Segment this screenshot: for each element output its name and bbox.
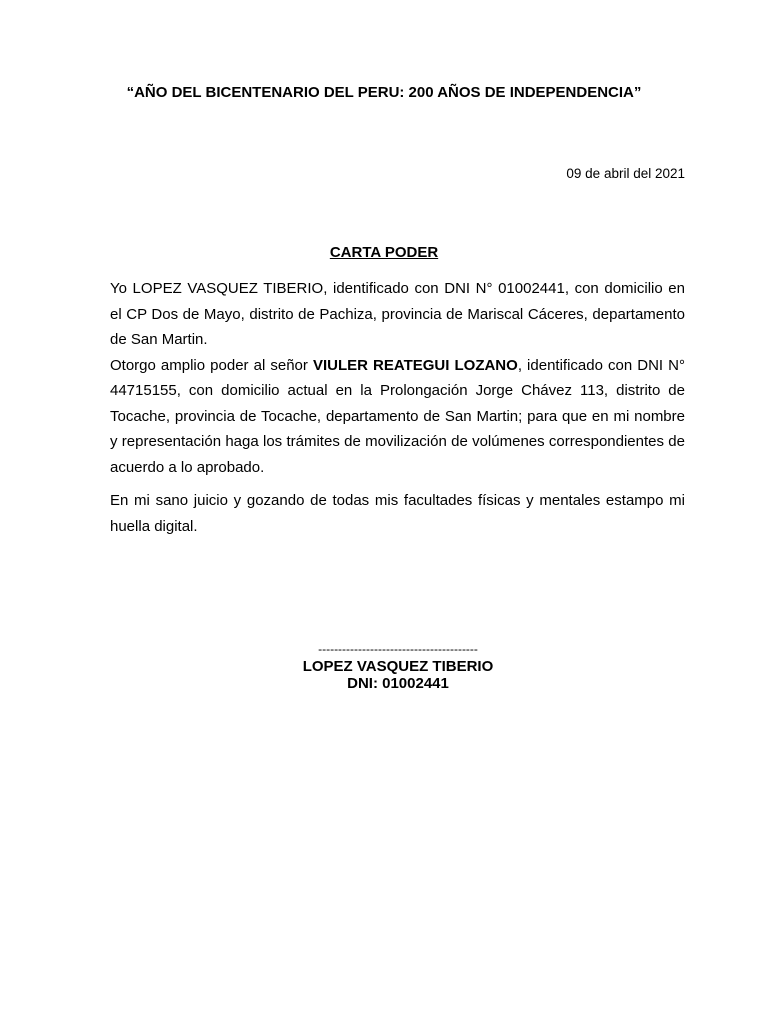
signature-dni: DNI: 01002441 <box>347 675 449 692</box>
signature-name: LOPEZ VASQUEZ TIBERIO <box>302 658 494 675</box>
letter-title: CARTA PODER <box>329 244 439 261</box>
paragraph-grant-start: Otorgo amplio poder al señor <box>110 356 313 374</box>
letter-date: 09 de abril del 2021 <box>566 166 685 181</box>
letter-body <box>110 276 685 539</box>
signature-block <box>0 640 768 692</box>
signature-line: ---------------------------------------- <box>318 642 478 656</box>
paragraph-grant <box>110 353 685 481</box>
header-motto: “AÑO DEL BICENTENARIO DEL PERU: 200 AÑOS DE INDEPENDENCIA” <box>126 84 642 101</box>
attorney-name: VIULER REATEGUI LOZANO <box>312 356 518 374</box>
paragraph-declaration: En mi sano juicio y gozando de todas mis facultades físicas y mentales estampo mi huella digital. <box>110 492 685 535</box>
paragraph-grantor: Yo LOPEZ VASQUEZ TIBERIO, identificado con DNI N° 01002441, con domicilio en el CP Dos de Mayo, distrito de Pachiza, provincia de Mariscal Cáceres, departamento de San Martin. <box>110 280 685 348</box>
paragraph-grant-end: , identificado con DNI N° 44715155, con domicilio actual en la Prolongación Jorge Chávez 113, distrito de Tocache, provincia de Tocache, departamento de San Martin; para que en mi nombre y representación haga los trámites de movilización de volúmenes correspondientes de acuerdo a lo aprobado. <box>110 356 685 476</box>
